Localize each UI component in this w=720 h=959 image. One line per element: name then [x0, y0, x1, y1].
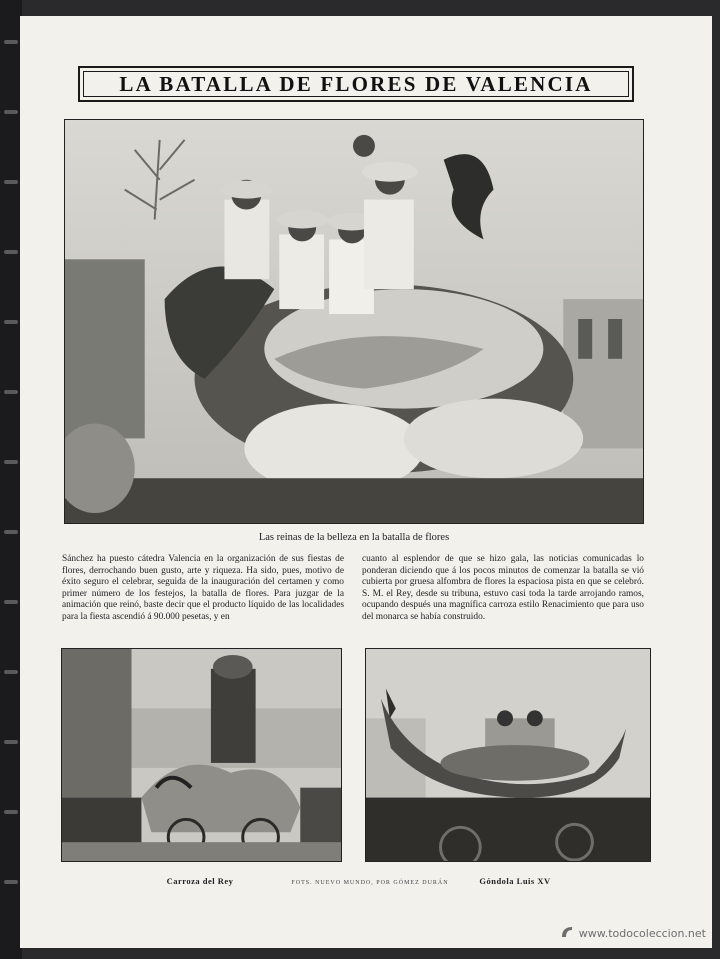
caption-gondola-luis-xv: Góndola Luis XV: [479, 876, 551, 886]
spiral-ring: [4, 250, 18, 254]
article-text-col1: Sánchez ha puesto cátedra Valencia en la organización de sus fiestas de flores, derrochando buen gusto, arte y riqueza. Ha sido, pues, motivo de éxito seguro el celebrar, seguida de la inauguración del certamen y como primer número de los festejos, la batalla de flores. Para juzgar de la animación que reinó, baste decir que el producto líquido de las localidades para la fiesta ascendió á 90.000 pesetas, y en: [62, 554, 344, 622]
magazine-page: [20, 16, 712, 948]
watermark: [559, 924, 706, 943]
article-column-1: [62, 554, 344, 623]
page-title: LA BATALLA DE FLORES DE VALENCIA: [119, 71, 593, 96]
watermark-text: www.todocoleccion.net: [578, 927, 706, 940]
article-column-2: [362, 554, 644, 623]
spiral-ring: [4, 460, 18, 464]
spiral-ring: [4, 740, 18, 744]
main-photo-image: [65, 120, 643, 523]
photo-gondola-luis-xv: [365, 648, 651, 862]
spiral-ring: [4, 110, 18, 114]
spiral-ring: [4, 180, 18, 184]
carroza-photo-image: [62, 649, 341, 861]
spiral-ring: [4, 600, 18, 604]
photo-credit: FOTS. NUEVO MUNDO, POR GÓMEZ DURÁN: [291, 880, 449, 886]
binder-spiral: [0, 0, 22, 959]
spiral-ring: [4, 670, 18, 674]
photo-carroza-del-rey: [61, 648, 342, 862]
todocoleccion-logo-icon: [559, 924, 575, 943]
article-text-col2: cuanto al esplendor de que se hizo gala, las noticias comunicadas lo ponderan diciendo que á los pocos minutos de comenzar la batalla se vió cubierta por gruesa alfombra de flores la espaciosa pista en que se celebró. S. M. el Rey, desde su tribuna, estuvo casi toda la tarde arrojando ramos, ocupando después una magnífica carroza estilo Renacimiento que para uso del monarca se había construido.: [362, 554, 644, 622]
spiral-ring: [4, 320, 18, 324]
gondola-photo-image: [366, 649, 650, 861]
title-box: [78, 66, 634, 102]
spiral-ring: [4, 40, 18, 44]
main-photo: [64, 119, 644, 524]
spiral-ring: [4, 810, 18, 814]
spiral-ring: [4, 880, 18, 884]
main-photo-caption: Las reinas de la belleza en la batalla de flores: [258, 532, 450, 543]
caption-carroza-del-rey: Carroza del Rey: [166, 876, 234, 886]
spiral-ring: [4, 530, 18, 534]
spiral-ring: [4, 390, 18, 394]
